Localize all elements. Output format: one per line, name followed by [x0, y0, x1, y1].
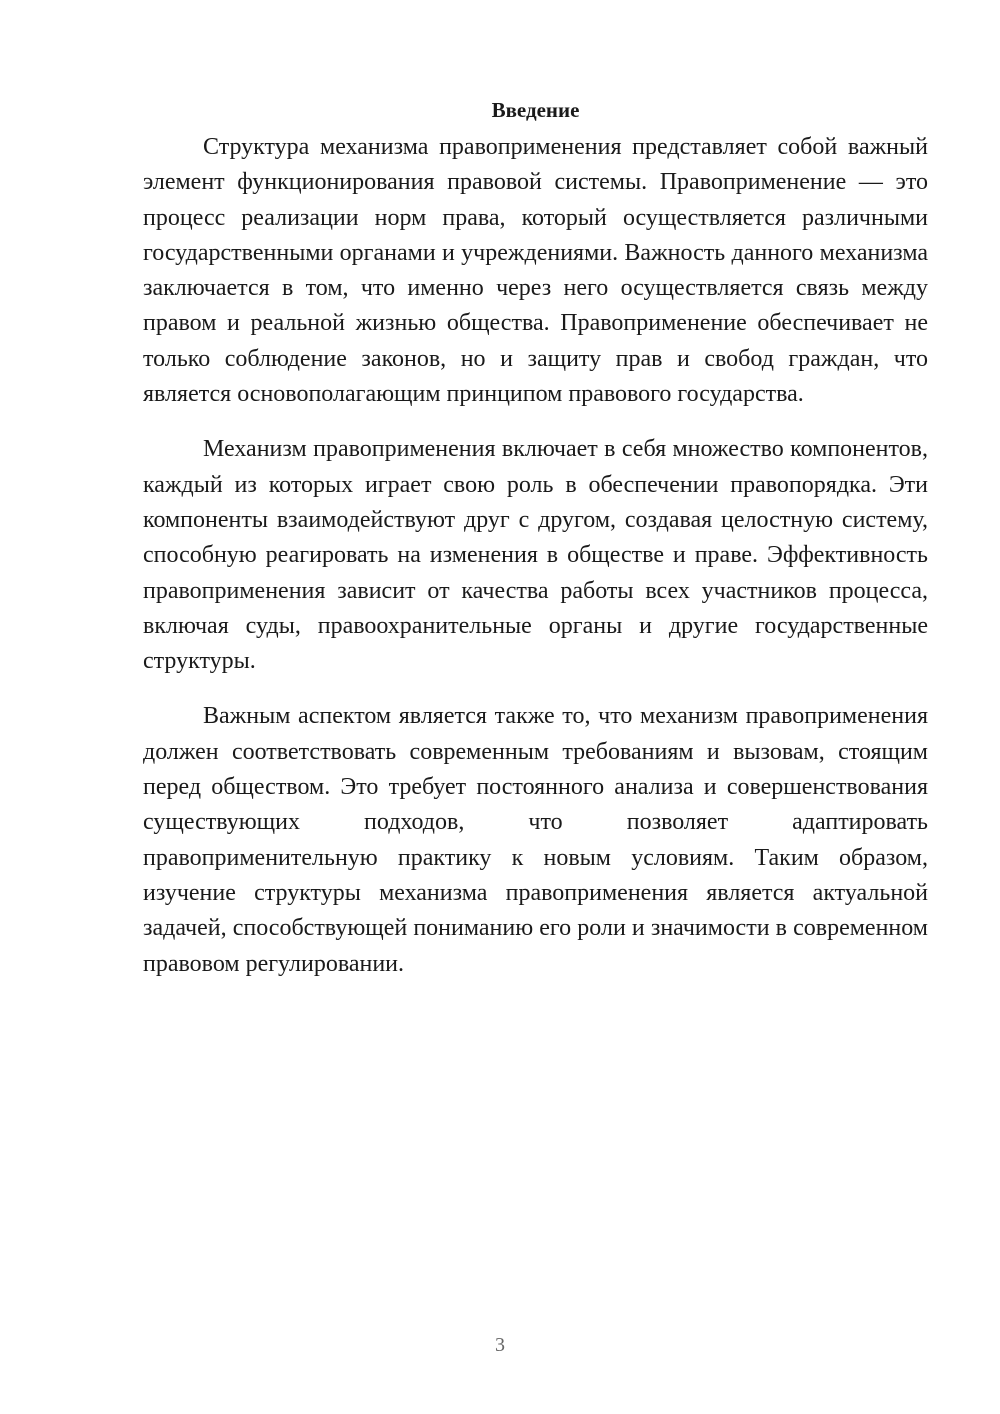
paragraph-3: Важным аспектом является также то, что механизм правоприменения должен соответствовать современным требованиям и вызовам, стоящим перед обществом. Это требует постоянного анализа и совершенствования существующих подходов, что позволяет адаптировать правоприменительную практику к новым условиям. Таким образом, изучение структуры механизма правоприменения является актуальной задачей, способствующей пониманию его роли и значимости в современном правовом регулировании. [143, 703, 928, 977]
paragraph-1: Структура механизма правоприменения представляет собой важный элемент функционирования правовой системы. Правоприменение — это процесс реализации норм права, который осуществляется различными государственными органами и учреждениями. Важность данного механизма заключается в том, что именно через него осуществляется связь между правом и реальной жизнью общества. Правоприменение обеспечивает не только соблюдение законов, но и защиту прав и свобод граждан, что является основополагающим принципом правового государства. [143, 134, 928, 408]
paragraph-2: Механизм правоприменения включает в себя множество компонентов, каждый из которых играет свою роль в обеспечении правопорядка. Эти компоненты взаимодействуют друг с другом, создавая целостную систему, способную реагировать на изменения в обществе и праве. Эффективность правоприменения зависит от качества работы всех участников процесса, включая суды, правоохранительные органы и другие государственные структуры. [143, 436, 928, 675]
section-title: Введение [491, 98, 580, 122]
page-number: 3 [495, 1334, 505, 1356]
page-content [143, 92, 928, 1002]
